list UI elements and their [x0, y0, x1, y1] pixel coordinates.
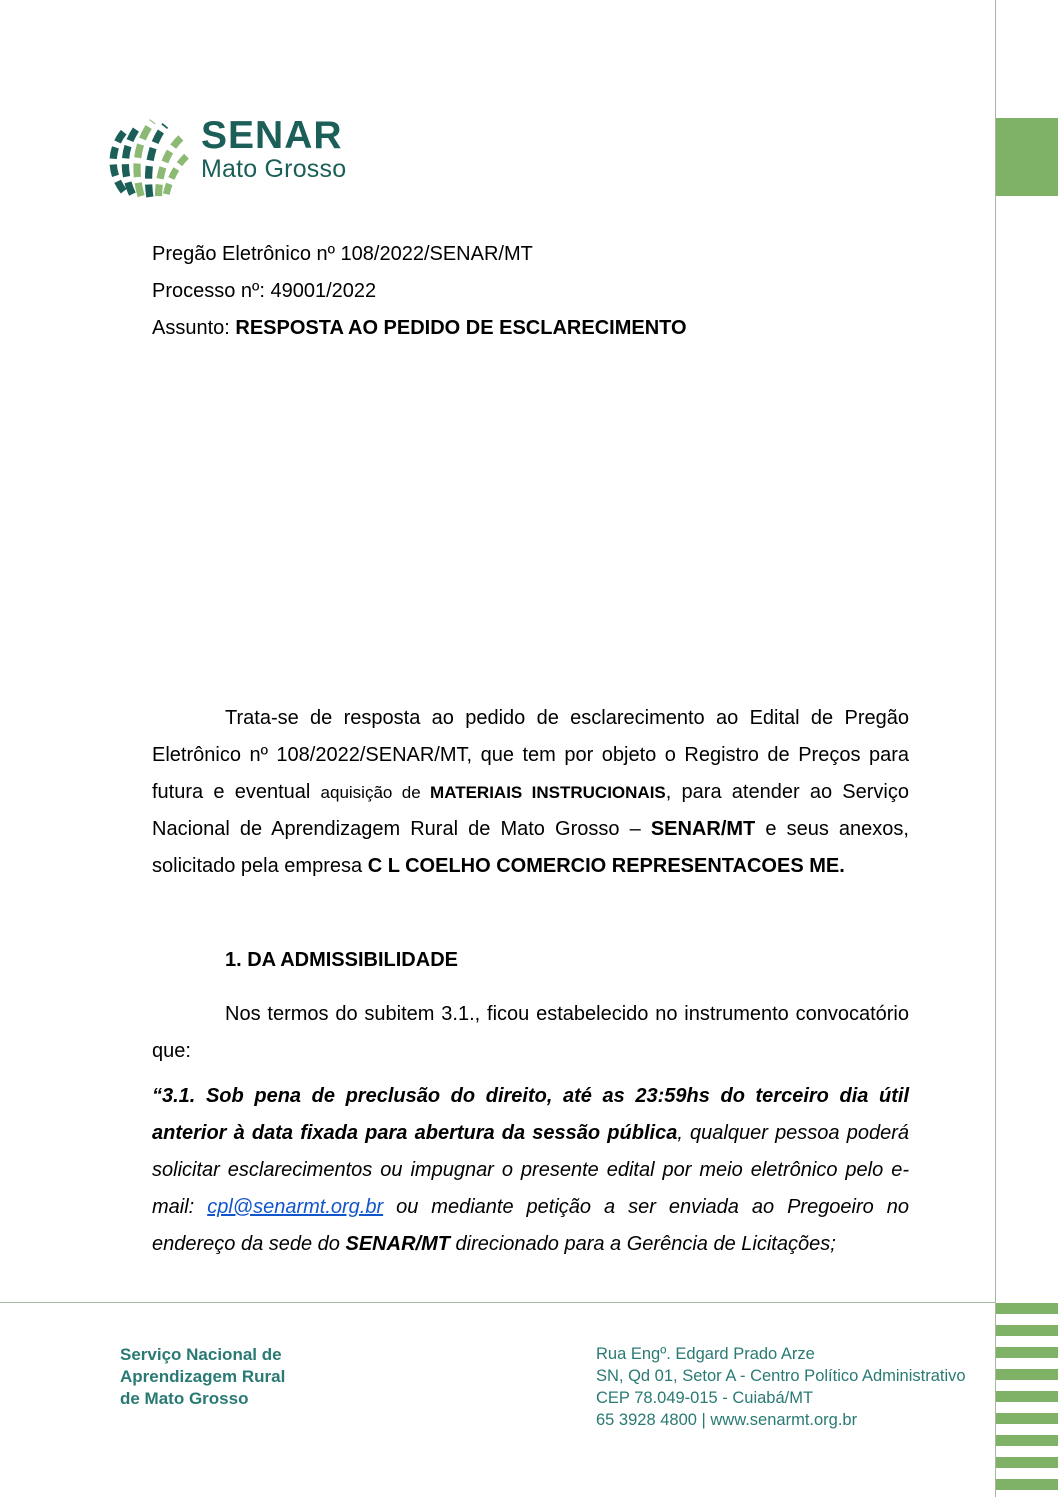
materiais-instrucionais-text: MATERIAIS INSTRUCIONAIS — [430, 783, 666, 802]
senar-mt-text: SENAR/MT — [650, 818, 756, 840]
footer-org-line: Aprendizagem Rural — [120, 1367, 286, 1386]
footer-organization — [120, 1344, 285, 1410]
footer-address-line: Rua Engº. Edgard Prado Arze — [596, 1345, 815, 1363]
assunto-line — [152, 310, 912, 347]
footer-address — [596, 1343, 966, 1431]
senar-wheat-icon — [95, 106, 195, 198]
footer-accent-stripes — [996, 1303, 1058, 1497]
footer-address-line: CEP 78.049-015 - Cuiabá/MT — [596, 1389, 814, 1407]
nos-termos-paragraph: Nos termos do subitem 3.1., ficou estabelecido no instrumento convocatório que: — [152, 1003, 909, 1062]
intro-text-2: , para atender ao Serviço Nacional de Aprendizagem Rural de Mato Grosso – — [152, 781, 909, 840]
quote-text-2: ou mediante petição a ser enviada ao Pregoeiro no endereço da sede do — [152, 1196, 909, 1255]
header-accent-block — [996, 118, 1058, 196]
logo-region: Mato Grosso — [201, 155, 347, 183]
assunto-value: RESPOSTA AO PEDIDO DE ESCLARECIMENTO — [235, 317, 687, 339]
intro-paragraph — [152, 700, 909, 885]
processo-number-line: Processo nº: 49001/2022 — [152, 280, 377, 302]
senar-logo — [95, 106, 346, 198]
cpl-email-link[interactable]: cpl@senarmt.org.br — [207, 1196, 384, 1218]
footer-divider-rule — [0, 1302, 996, 1303]
logo-wordmark — [201, 106, 346, 183]
intro-text: Trata-se de resposta ao pedido de esclarecimento ao Edital de Pregão Eletrônico nº 108/2022/SENAR/MT, que tem por objeto o Registro de Preços para futura e eventual — [152, 707, 909, 803]
edital-quote-3-1 — [152, 1078, 909, 1263]
footer-address-line: 65 3928 4800 | www.senarmt.org.br — [596, 1411, 858, 1429]
logo-name: SENAR — [201, 114, 343, 157]
aquisicao-text: aquisição de — [320, 783, 431, 802]
pregao-number-line: Pregão Eletrônico nº 108/2022/SENAR/MT — [152, 243, 533, 265]
empresa-name-text: C L COELHO COMERCIO REPRESENTACOES ME. — [367, 855, 845, 877]
quote-text-3: direcionado para a Gerência de Licitações; — [449, 1233, 836, 1255]
quote-senar-mt-text: SENAR/MT — [345, 1233, 450, 1255]
footer-org-line: de Mato Grosso — [120, 1389, 249, 1408]
intro-text-3: e seus anexos, solicitado pela empresa — [152, 818, 909, 877]
footer-address-line: SN, Qd 01, Setor A - Centro Político Administrativo — [596, 1367, 966, 1385]
assunto-label: Assunto: — [152, 317, 236, 339]
quote-bold-text: “3.1. Sob pena de preclusão do direito, até as 23:59hs do terceiro dia útil anterior à data fixada para abertura da sessão pública — [152, 1085, 909, 1144]
document-header — [152, 236, 912, 347]
section-heading-admissibilidade: 1. DA ADMISSIBILIDADE — [225, 949, 458, 971]
footer-org-line: Serviço Nacional de — [120, 1345, 282, 1364]
right-margin-rule — [995, 0, 996, 1497]
quote-text-1: , qualquer pessoa poderá solicitar esclarecimentos ou impugnar o presente edital por meio eletrônico pelo e-mail: — [152, 1122, 910, 1218]
